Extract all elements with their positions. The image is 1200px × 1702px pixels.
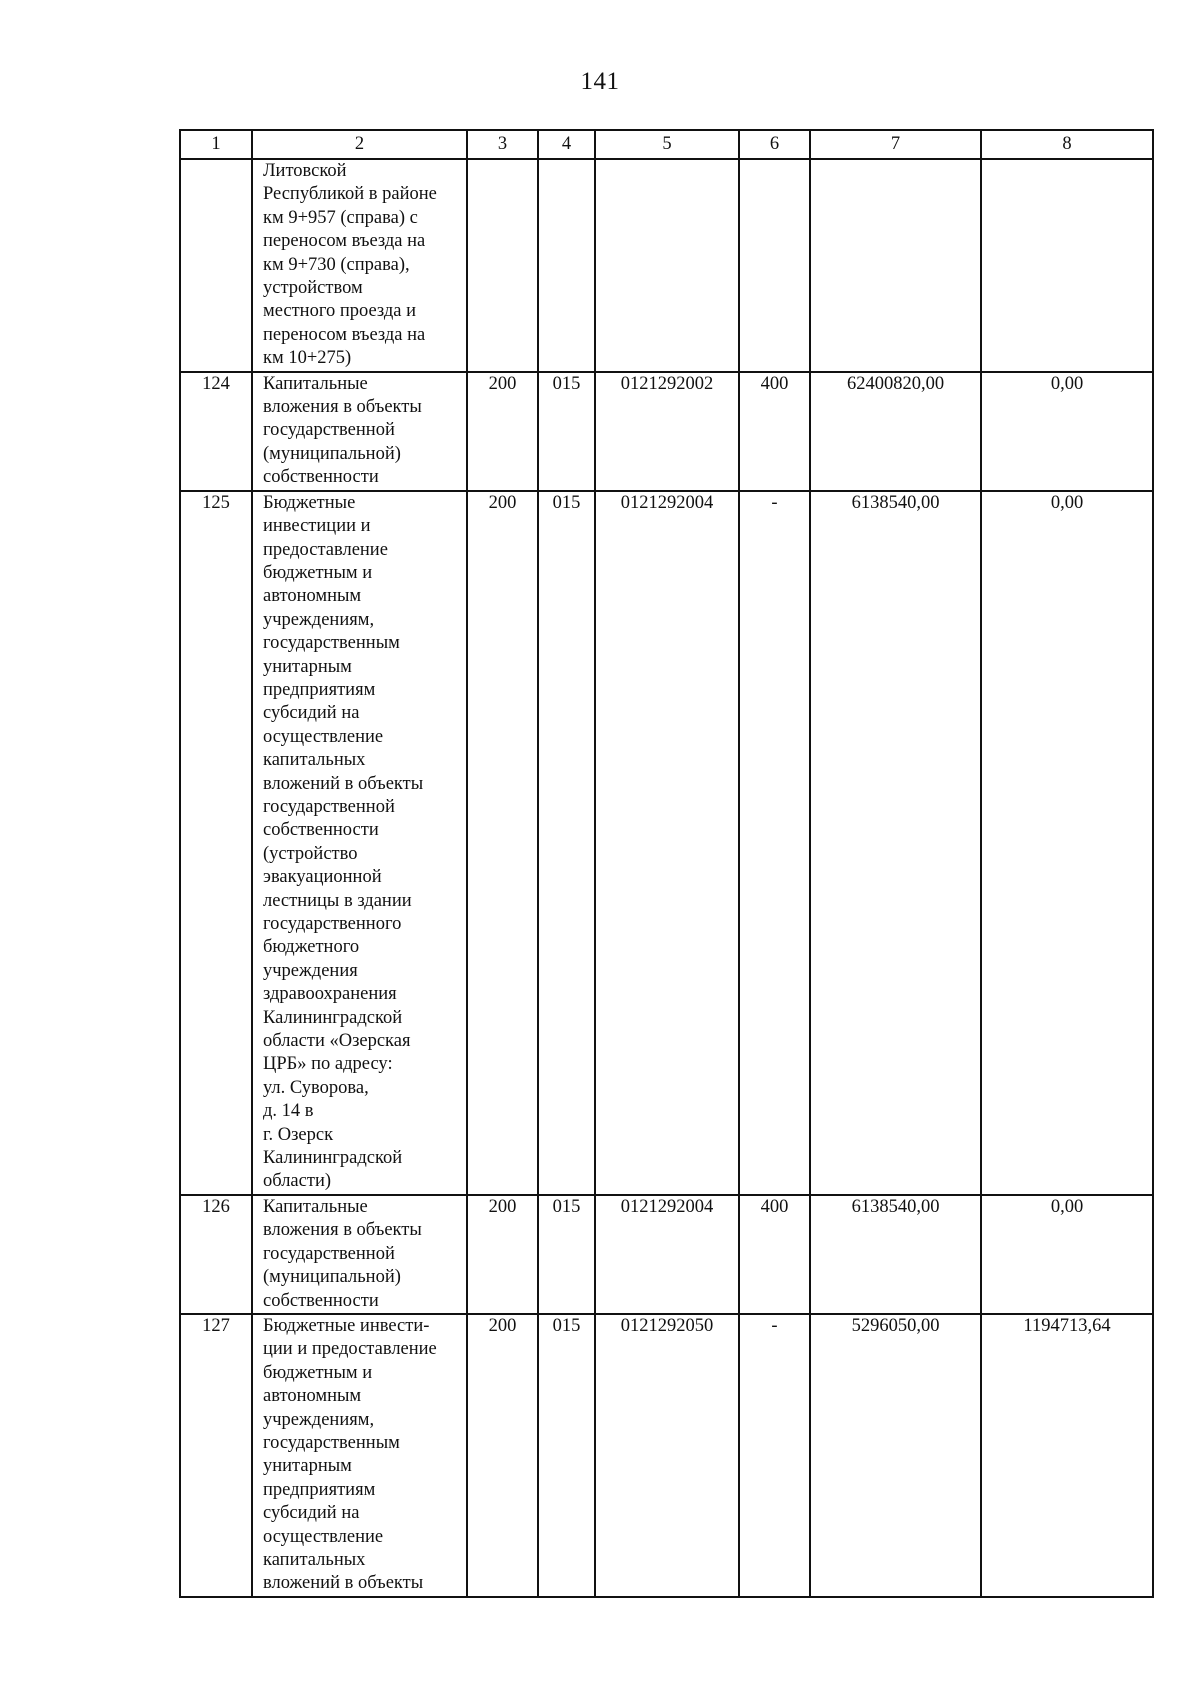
column-header: 7 — [810, 130, 981, 159]
code-cell: 200 — [467, 1314, 538, 1597]
description-line: предоставление — [263, 539, 388, 560]
amount-cell: 0,00 — [981, 372, 1153, 491]
description-line: вложения в объекты — [263, 1220, 422, 1241]
description-line: (муниципальной) — [263, 443, 401, 464]
code-cell: 200 — [467, 1195, 538, 1314]
description-line: учреждения — [263, 960, 358, 981]
description-line: вложений в объекты — [263, 773, 424, 794]
code-cell: 400 — [739, 1195, 810, 1314]
description-line: Капитальные — [263, 1196, 368, 1217]
table-header — [180, 130, 1153, 159]
description-line: государственной — [263, 796, 395, 817]
description-line: государственной — [263, 420, 395, 441]
description-line: переносом въезда на — [263, 231, 426, 252]
column-header: 5 — [595, 130, 739, 159]
description-line: унитарным — [263, 1456, 352, 1477]
row-number-cell — [180, 159, 252, 372]
code-cell: 0121292050 — [595, 1314, 739, 1597]
code-cell: 015 — [538, 372, 595, 491]
amount-cell — [810, 159, 981, 372]
description-line: собственности — [263, 1290, 379, 1311]
page-number: 141 — [580, 68, 620, 95]
table-body — [180, 159, 1153, 1597]
description-line: предприятиям — [263, 1479, 376, 1500]
code-cell: 400 — [739, 372, 810, 491]
description-line: Калининградской — [263, 1007, 403, 1028]
description-line: субсидий на — [263, 703, 360, 724]
amount-cell: 6138540,00 — [810, 491, 981, 1195]
description-line: инвестиции и — [263, 516, 371, 537]
description-line: капитальных — [263, 750, 366, 771]
description-line: ул. Суворова, — [263, 1077, 369, 1098]
description-line: Калининградской — [263, 1148, 403, 1169]
description-line: собственности — [263, 820, 379, 841]
description-line: автономным — [263, 1386, 362, 1407]
code-cell — [595, 159, 739, 372]
description-line: вложений в объекты — [263, 1573, 424, 1594]
description-line: Республикой в районе — [263, 184, 437, 205]
description-line: устройством — [263, 278, 363, 299]
budget-table — [179, 129, 1154, 1598]
description-line: осуществление — [263, 1526, 384, 1547]
amount-cell: 62400820,00 — [810, 372, 981, 491]
description-line: км 9+730 (справа), — [263, 254, 410, 275]
amount-cell: 1194713,64 — [981, 1314, 1153, 1597]
description-line: лестницы в здании — [263, 890, 412, 911]
code-cell — [538, 159, 595, 372]
description-line: учреждениям, — [263, 609, 375, 630]
code-cell: 015 — [538, 491, 595, 1195]
row-number-cell: 125 — [180, 491, 252, 1195]
description-line: унитарным — [263, 656, 352, 677]
table-row — [180, 1314, 1153, 1597]
code-cell: 0121292004 — [595, 491, 739, 1195]
description-line: бюджетным и — [263, 1362, 373, 1383]
description-cell — [252, 1314, 467, 1597]
description-line: учреждениям, — [263, 1409, 375, 1430]
description-cell — [252, 159, 467, 372]
description-line: бюджетного — [263, 937, 360, 958]
description-line: км 10+275) — [263, 348, 352, 369]
code-cell — [467, 159, 538, 372]
amount-cell: 0,00 — [981, 1195, 1153, 1314]
description-line: здравоохранения — [263, 984, 397, 1005]
description-line: д. 14 в — [263, 1101, 314, 1122]
column-header: 1 — [180, 130, 252, 159]
description-line: государственного — [263, 914, 402, 934]
code-cell: - — [739, 491, 810, 1195]
description-line: ЦРБ» по адресу: — [263, 1054, 393, 1075]
table-row — [180, 159, 1153, 372]
description-line: ции и предоставление — [263, 1339, 437, 1360]
description-line: Капитальные — [263, 373, 368, 394]
description-line: местного проезда и — [263, 301, 417, 322]
amount-cell: 5296050,00 — [810, 1314, 981, 1597]
description-cell — [252, 372, 467, 491]
description-line: государственной — [263, 1243, 395, 1264]
description-line: Бюджетные инвести- — [263, 1315, 430, 1336]
description-line: области «Озерская — [263, 1031, 411, 1052]
description-line: (муниципальной) — [263, 1267, 401, 1288]
code-cell: 200 — [467, 372, 538, 491]
header-row — [180, 130, 1153, 159]
description-line: осуществление — [263, 726, 384, 747]
column-header: 6 — [739, 130, 810, 159]
code-cell: 015 — [538, 1314, 595, 1597]
code-cell: - — [739, 1314, 810, 1597]
column-header: 8 — [981, 130, 1153, 159]
column-header: 3 — [467, 130, 538, 159]
description-line: Литовской — [263, 161, 347, 181]
row-number-cell: 124 — [180, 372, 252, 491]
column-header: 4 — [538, 130, 595, 159]
description-line: капитальных — [263, 1549, 366, 1570]
description-line: государственным — [263, 1432, 400, 1453]
description-line: субсидий на — [263, 1503, 360, 1524]
table-row — [180, 491, 1153, 1195]
description-line: государственным — [263, 633, 400, 654]
amount-cell — [981, 159, 1153, 372]
description-line: вложения в объекты — [263, 397, 422, 418]
code-cell — [739, 159, 810, 372]
column-header: 2 — [252, 130, 467, 159]
description-line: эвакуационной — [263, 867, 382, 888]
description-line: переносом въезда на — [263, 324, 426, 345]
code-cell: 015 — [538, 1195, 595, 1314]
row-number-cell: 127 — [180, 1314, 252, 1597]
code-cell: 0121292002 — [595, 372, 739, 491]
code-cell: 0121292004 — [595, 1195, 739, 1314]
description-line: Бюджетные — [263, 492, 356, 513]
description-line: предприятиям — [263, 679, 376, 700]
description-line: автономным — [263, 586, 362, 607]
table-row — [180, 372, 1153, 491]
description-line: области) — [263, 1171, 332, 1192]
description-cell — [252, 1195, 467, 1314]
amount-cell: 6138540,00 — [810, 1195, 981, 1314]
description-line: собственности — [263, 467, 379, 488]
description-line: г. Озерск — [263, 1124, 334, 1145]
description-line: бюджетным и — [263, 562, 373, 583]
description-line: км 9+957 (справа) с — [263, 207, 418, 228]
description-line: (устройство — [263, 843, 358, 864]
description-cell — [252, 491, 467, 1195]
table-row — [180, 1195, 1153, 1314]
amount-cell: 0,00 — [981, 491, 1153, 1195]
code-cell: 200 — [467, 491, 538, 1195]
row-number-cell: 126 — [180, 1195, 252, 1314]
